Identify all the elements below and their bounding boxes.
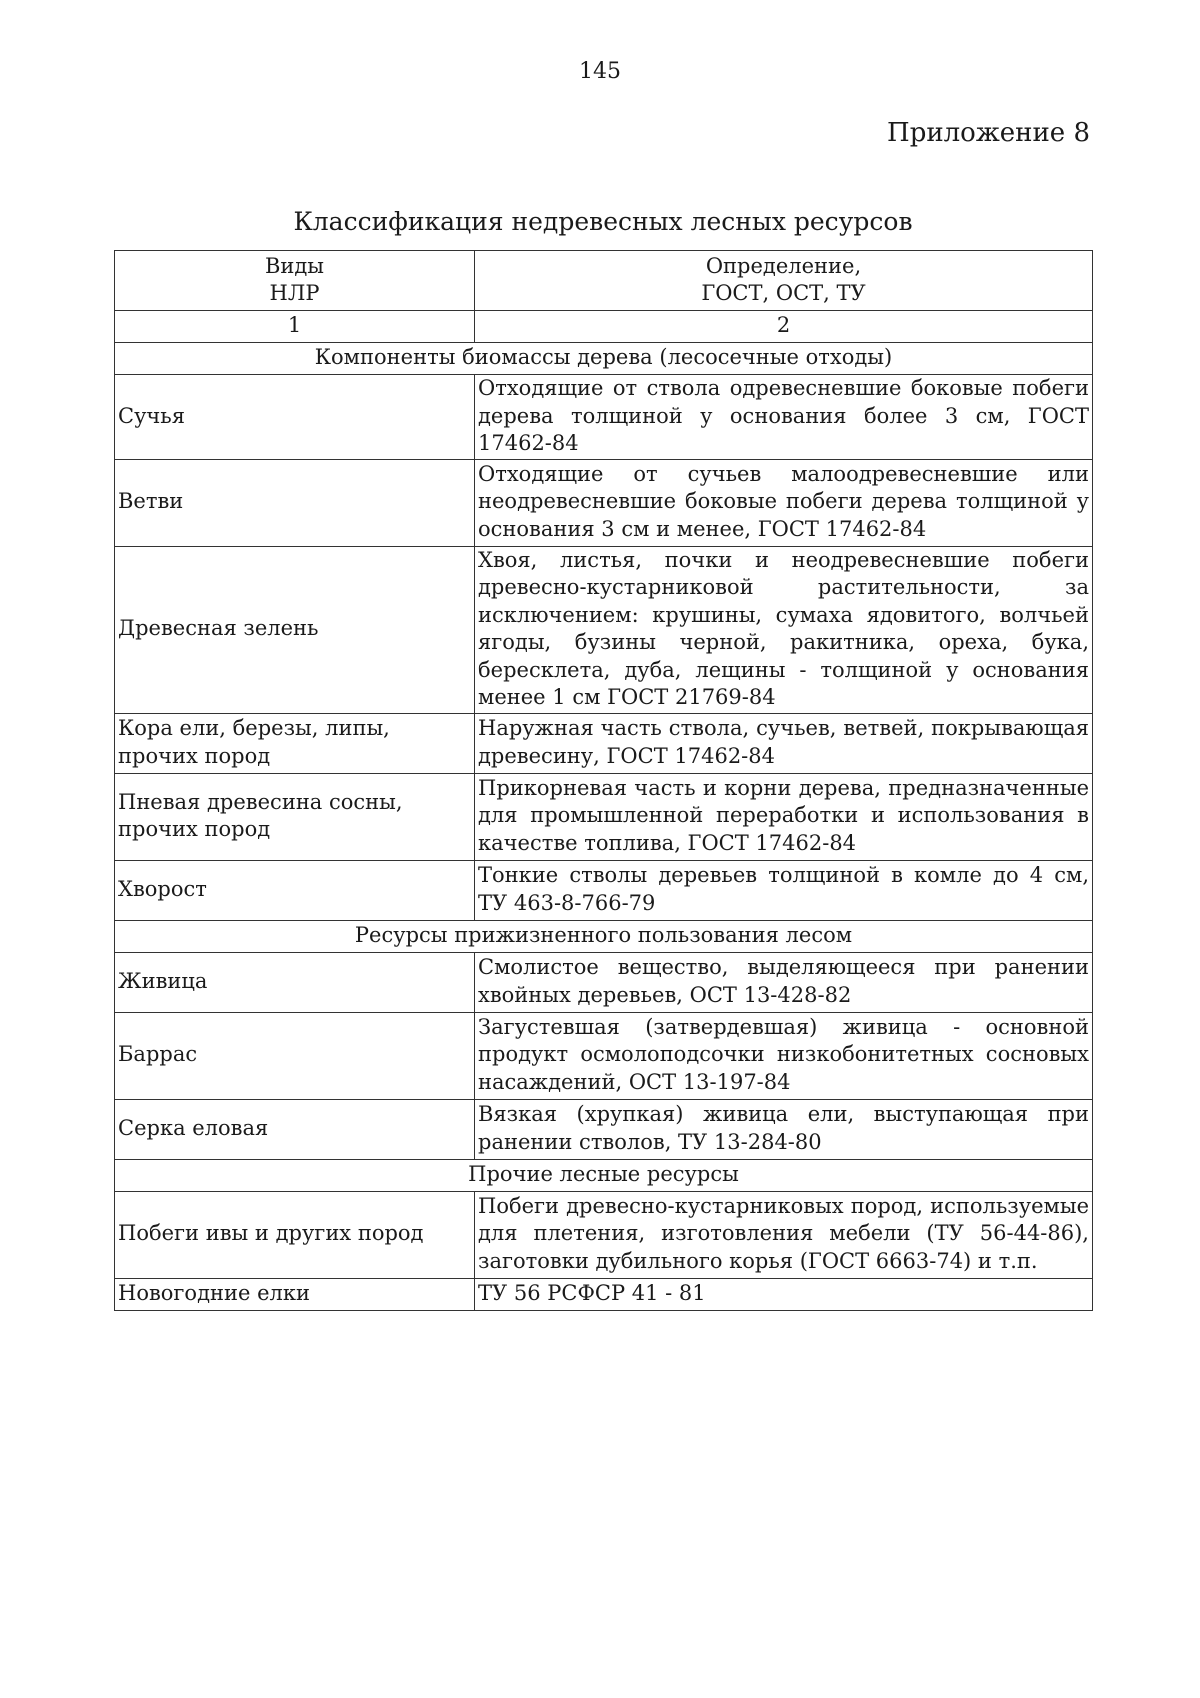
row-kind: Баррас bbox=[115, 1012, 475, 1099]
row-definition: Загустевшая (затвердевшая) живица - основной продукт осмолоподсочки низкобонитетных сосновых насаждений, ОСТ 13-197-84 bbox=[475, 1012, 1093, 1099]
row-kind: Древесная зелень bbox=[115, 546, 475, 713]
column-number-row bbox=[115, 311, 1093, 343]
header-definition-line1: Определение, bbox=[705, 253, 862, 278]
table-row bbox=[115, 1012, 1093, 1099]
row-definition: Отходящие от ствола одревесневшие боковые побеги дерева толщиной у основания более 3 см, ГОСТ 17462-84 bbox=[475, 375, 1093, 460]
table-row bbox=[115, 713, 1093, 773]
header-definition-line2: ГОСТ, ОСТ, ТУ bbox=[701, 281, 866, 305]
row-kind: Хворост bbox=[115, 860, 475, 920]
row-kind: Новогодние елки bbox=[115, 1278, 475, 1310]
row-kind: Побеги ивы и других пород bbox=[115, 1191, 475, 1278]
section-title-lifetime-use: Ресурсы прижизненного пользования лесом bbox=[115, 920, 1093, 952]
row-definition: Хвоя, листья, почки и неодревесневшие побеги древесно-кустарниковой растительности, за исключением: крушины, сумаха ядовитого, волчьей ягоды, бузины черной, ракитника, ореха, бука, бересклета, дуба, лещины - толщиной у основания менее 1 см ГОСТ 21769-84 bbox=[475, 546, 1093, 713]
row-definition: ТУ 56 РСФСР 41 - 81 bbox=[475, 1278, 1093, 1310]
table-row bbox=[115, 1278, 1093, 1310]
page-number: 145 bbox=[579, 59, 621, 84]
table-row bbox=[115, 375, 1093, 460]
row-definition: Тонкие стволы деревьев толщиной в комле до 4 см, ТУ 463-8-766-79 bbox=[475, 860, 1093, 920]
section-header-row bbox=[115, 1159, 1093, 1191]
row-definition: Вязкая (хрупкая) живица ели, выступающая при ранении стволов, ТУ 13-284-80 bbox=[475, 1099, 1093, 1159]
table-row bbox=[115, 459, 1093, 546]
row-kind: Пневая древесина сосны, прочих пород bbox=[115, 773, 475, 860]
table-row bbox=[115, 952, 1093, 1012]
header-kinds bbox=[115, 251, 475, 311]
table-title: Классификация недревесных лесных ресурсов bbox=[293, 207, 913, 236]
row-kind: Сучья bbox=[115, 375, 475, 460]
appendix-label: Приложение 8 bbox=[887, 118, 1090, 148]
section-header-row bbox=[115, 920, 1093, 952]
row-kind: Живица bbox=[115, 952, 475, 1012]
table-row bbox=[115, 773, 1093, 860]
column-number-2: 2 bbox=[475, 311, 1093, 343]
header-kinds-line2: НЛР bbox=[269, 281, 320, 305]
row-kind: Ветви bbox=[115, 459, 475, 546]
section-header-row bbox=[115, 343, 1093, 375]
section-title-biomass: Компоненты биомассы дерева (лесосечные отходы) bbox=[115, 343, 1093, 375]
table-row bbox=[115, 546, 1093, 713]
row-definition: Отходящие от сучьев малоодревесневшие или неодревесневшие боковые побеги дерева толщиной у основания 3 см и менее, ГОСТ 17462-84 bbox=[475, 459, 1093, 546]
row-definition: Наружная часть ствола, сучьев, ветвей, покрывающая древесину, ГОСТ 17462-84 bbox=[475, 713, 1093, 773]
header-kinds-line1: Виды bbox=[264, 253, 325, 278]
column-number-1: 1 bbox=[115, 311, 475, 343]
table-header-row bbox=[115, 251, 1093, 311]
table-row bbox=[115, 1099, 1093, 1159]
table-row bbox=[115, 1191, 1093, 1278]
classification-table bbox=[114, 250, 1093, 1311]
row-definition: Побеги древесно-кустарниковых пород, используемые для плетения, изготовления мебели (ТУ 56-44-86), заготовки дубильного корья (ГОСТ 6663-74) и т.п. bbox=[475, 1191, 1093, 1278]
table-row bbox=[115, 860, 1093, 920]
header-definition bbox=[475, 251, 1093, 311]
row-definition: Смолистое вещество, выделяющееся при ранении хвойных деревьев, ОСТ 13-428-82 bbox=[475, 952, 1093, 1012]
row-definition: Прикорневая часть и корни дерева, предназначенные для промышленной переработки и использования в качестве топлива, ГОСТ 17462-84 bbox=[475, 773, 1093, 860]
row-kind: Серка еловая bbox=[115, 1099, 475, 1159]
row-kind: Кора ели, березы, липы, прочих пород bbox=[115, 713, 475, 773]
section-title-other-resources: Прочие лесные ресурсы bbox=[115, 1159, 1093, 1191]
